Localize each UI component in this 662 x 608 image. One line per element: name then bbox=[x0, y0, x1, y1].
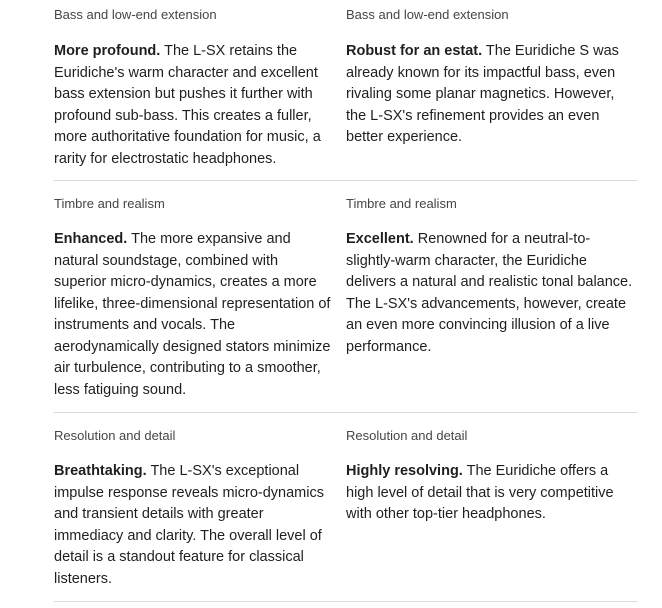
row-label: Timbre and realism bbox=[346, 196, 457, 211]
cell-lead: Excellent. bbox=[346, 231, 414, 247]
cell-lead: Enhanced. bbox=[54, 231, 128, 247]
cell-description: The L-SX retains the Euridiche's warm character and excellent bass extension but pushes it further with profound sub-bass. This creates a fuller, more authoritative foundation for music, a rarity for electrostatic headphones. bbox=[54, 43, 321, 167]
comparison-table bbox=[54, 0, 638, 602]
cell-lead: More profound. bbox=[54, 43, 161, 59]
row-divider bbox=[54, 601, 638, 602]
cell-description: The Euridiche S was already known for its impactful bass, even rivaling some planar magnetics. However, the L-SX's refinement provides an even better experience. bbox=[346, 43, 619, 145]
row-label: Bass and low-end extension bbox=[346, 7, 509, 22]
table-cell-left bbox=[54, 181, 346, 413]
cell-text bbox=[346, 461, 638, 526]
cell-lead: Breathtaking. bbox=[54, 463, 147, 479]
cell-lead: Highly resolving. bbox=[346, 463, 463, 479]
table-cell-right bbox=[346, 0, 638, 181]
cell-description: Renowned for a neutral-to-slightly-warm character, the Euridiche delivers a natural and realistic tonal balance. The L-SX's advancements, however, create an even more convincing illusion of a live performance. bbox=[346, 231, 633, 355]
row-label: Resolution and detail bbox=[346, 428, 468, 443]
table-row bbox=[54, 181, 638, 413]
row-label: Timbre and realism bbox=[54, 196, 165, 211]
table-row bbox=[54, 0, 638, 181]
cell-text bbox=[346, 229, 638, 358]
cell-text bbox=[346, 41, 638, 149]
cell-text bbox=[54, 229, 334, 401]
row-label: Bass and low-end extension bbox=[54, 7, 217, 22]
cell-lead: Robust for an estat. bbox=[346, 43, 483, 59]
cell-description: The more expansive and natural soundstage, combined with superior micro-dynamics, creates a more lifelike, three-dimensional representation of instruments and vocals. The aerodynamically designed stators minimize air turbulence, contributing to a smoother, less fatiguing sound. bbox=[54, 231, 331, 398]
cell-text bbox=[54, 461, 334, 590]
cell-description: The L-SX's exceptional impulse response reveals micro-dynamics and transient details with greater immediacy and clarity. The overall level of detail is a standout feature for classical listeners. bbox=[54, 463, 324, 587]
cell-text bbox=[54, 41, 334, 170]
table-row bbox=[54, 413, 638, 602]
table-cell-right bbox=[346, 413, 638, 602]
row-label: Resolution and detail bbox=[54, 428, 176, 443]
table-cell-right bbox=[346, 181, 638, 413]
table-cell-left bbox=[54, 0, 346, 181]
cell-description: The Euridiche offers a high level of detail that is very competitive with other top-tier headphones. bbox=[346, 463, 614, 522]
table-cell-left bbox=[54, 413, 346, 602]
